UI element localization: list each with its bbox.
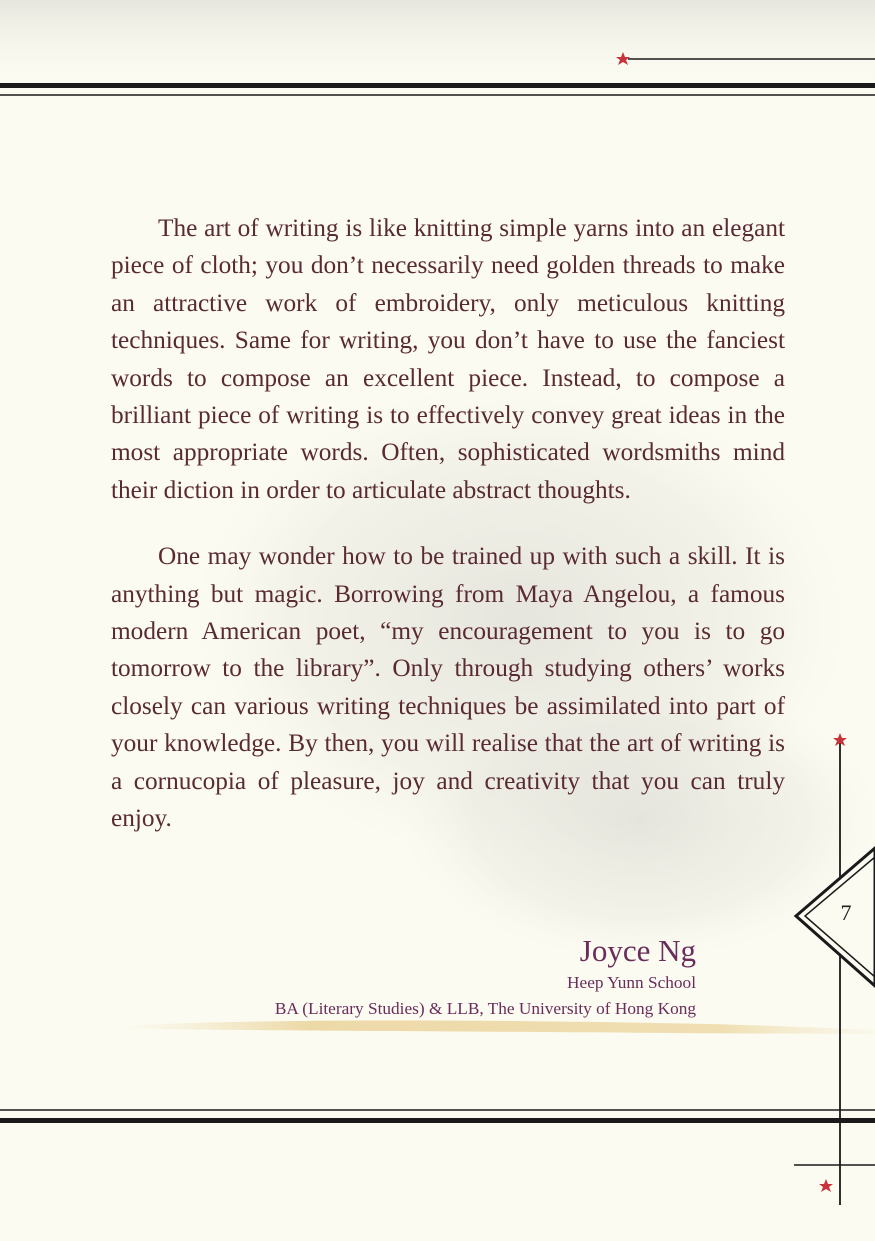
author-name: Joyce Ng <box>579 933 696 968</box>
star-icon-bottom <box>819 1179 833 1192</box>
article-body <box>111 210 785 838</box>
gold-brush-stroke <box>120 1021 875 1035</box>
page-number: 7 <box>840 900 852 925</box>
author-credentials: BA (Literary Studies) & LLB, The University of Hong Kong <box>274 999 696 1018</box>
author-school: Heep Yunn School <box>567 973 696 992</box>
paragraph-1: The art of writing is like knitting simple yarns into an elegant piece of cloth; you don’t necessarily need golden threads to make an attractive work of embroidery, only meticulous knitting techniques. Same for writing, you don’t have to use the fanciest words to compose an excellent piece. Instead, to compose a brilliant piece of writing is to effectively convey great ideas in the most appropriate words. Often, sophisticated wordsmiths mind their diction in order to articulate abstract thoughts. <box>111 214 785 504</box>
paragraph-2: One may wonder how to be trained up with such a skill. It is anything but magic. Borrowing from Maya Angelou, a famous modern American poet, “my encouragement to you is to go tomorrow to the library”. Only through studying others’ works closely can various writing techniques be assimilated into part of your knowledge. By then, you will realise that the art of writing is a cornucopia of pleasure, joy and creativity that you can truly enjoy. <box>111 542 785 833</box>
top-band <box>0 0 875 84</box>
author-signature <box>275 932 696 1022</box>
